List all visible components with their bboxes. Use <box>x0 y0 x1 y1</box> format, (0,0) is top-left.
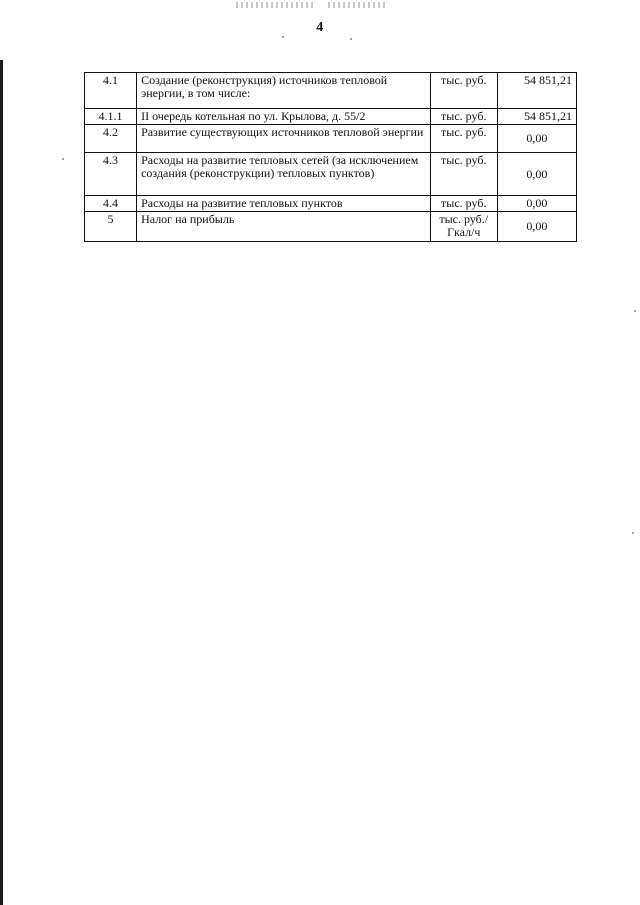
row-number: 5 <box>85 212 137 242</box>
row-description: Расходы на развитие тепловых пунктов <box>137 196 431 212</box>
row-description: Налог на прибыль <box>137 212 431 242</box>
row-number: 4.4 <box>85 196 137 212</box>
scan-speck <box>350 38 352 40</box>
table-row <box>85 73 577 109</box>
row-value: 54 851,21 <box>497 109 576 125</box>
scan-speck <box>634 310 636 312</box>
row-value: 54 851,21 <box>497 73 576 109</box>
row-unit: тыс. руб./Гкал/ч <box>430 212 497 242</box>
row-description: Расходы на развитие тепловых сетей (за исключением создания (реконструкции) тепловых пунктов) <box>137 153 431 196</box>
row-unit: тыс. руб. <box>430 153 497 196</box>
table-row <box>85 196 577 212</box>
row-value: 0,00 <box>497 212 576 242</box>
scan-speck <box>62 158 64 160</box>
row-unit: тыс. руб. <box>430 196 497 212</box>
row-value: 0,00 <box>497 196 576 212</box>
table-row <box>85 153 577 196</box>
row-number: 4.2 <box>85 125 137 153</box>
row-number: 4.3 <box>85 153 137 196</box>
row-description: Создание (реконструкция) источников тепловой энергии, в том числе: <box>137 73 431 109</box>
page-number: 4 <box>316 20 324 35</box>
table-row <box>85 109 577 125</box>
scan-speck <box>282 36 284 38</box>
row-number: 4.1.1 <box>85 109 137 125</box>
row-unit: тыс. руб. <box>430 109 497 125</box>
scan-edge-bar <box>0 60 3 905</box>
row-description: Развитие существующих источников тепловой энергии <box>137 125 431 153</box>
row-value: 0,00 <box>497 153 576 196</box>
scan-noise <box>328 2 386 8</box>
table-row <box>85 125 577 153</box>
row-unit: тыс. руб. <box>430 73 497 109</box>
scan-speck <box>632 532 634 534</box>
table-row <box>85 212 577 242</box>
row-value: 0,00 <box>497 125 576 153</box>
row-unit: тыс. руб. <box>430 125 497 153</box>
row-description: II очередь котельная по ул. Крылова, д. 55/2 <box>137 109 431 125</box>
scan-noise <box>236 2 316 8</box>
row-number: 4.1 <box>85 73 137 109</box>
investment-table <box>84 72 577 242</box>
